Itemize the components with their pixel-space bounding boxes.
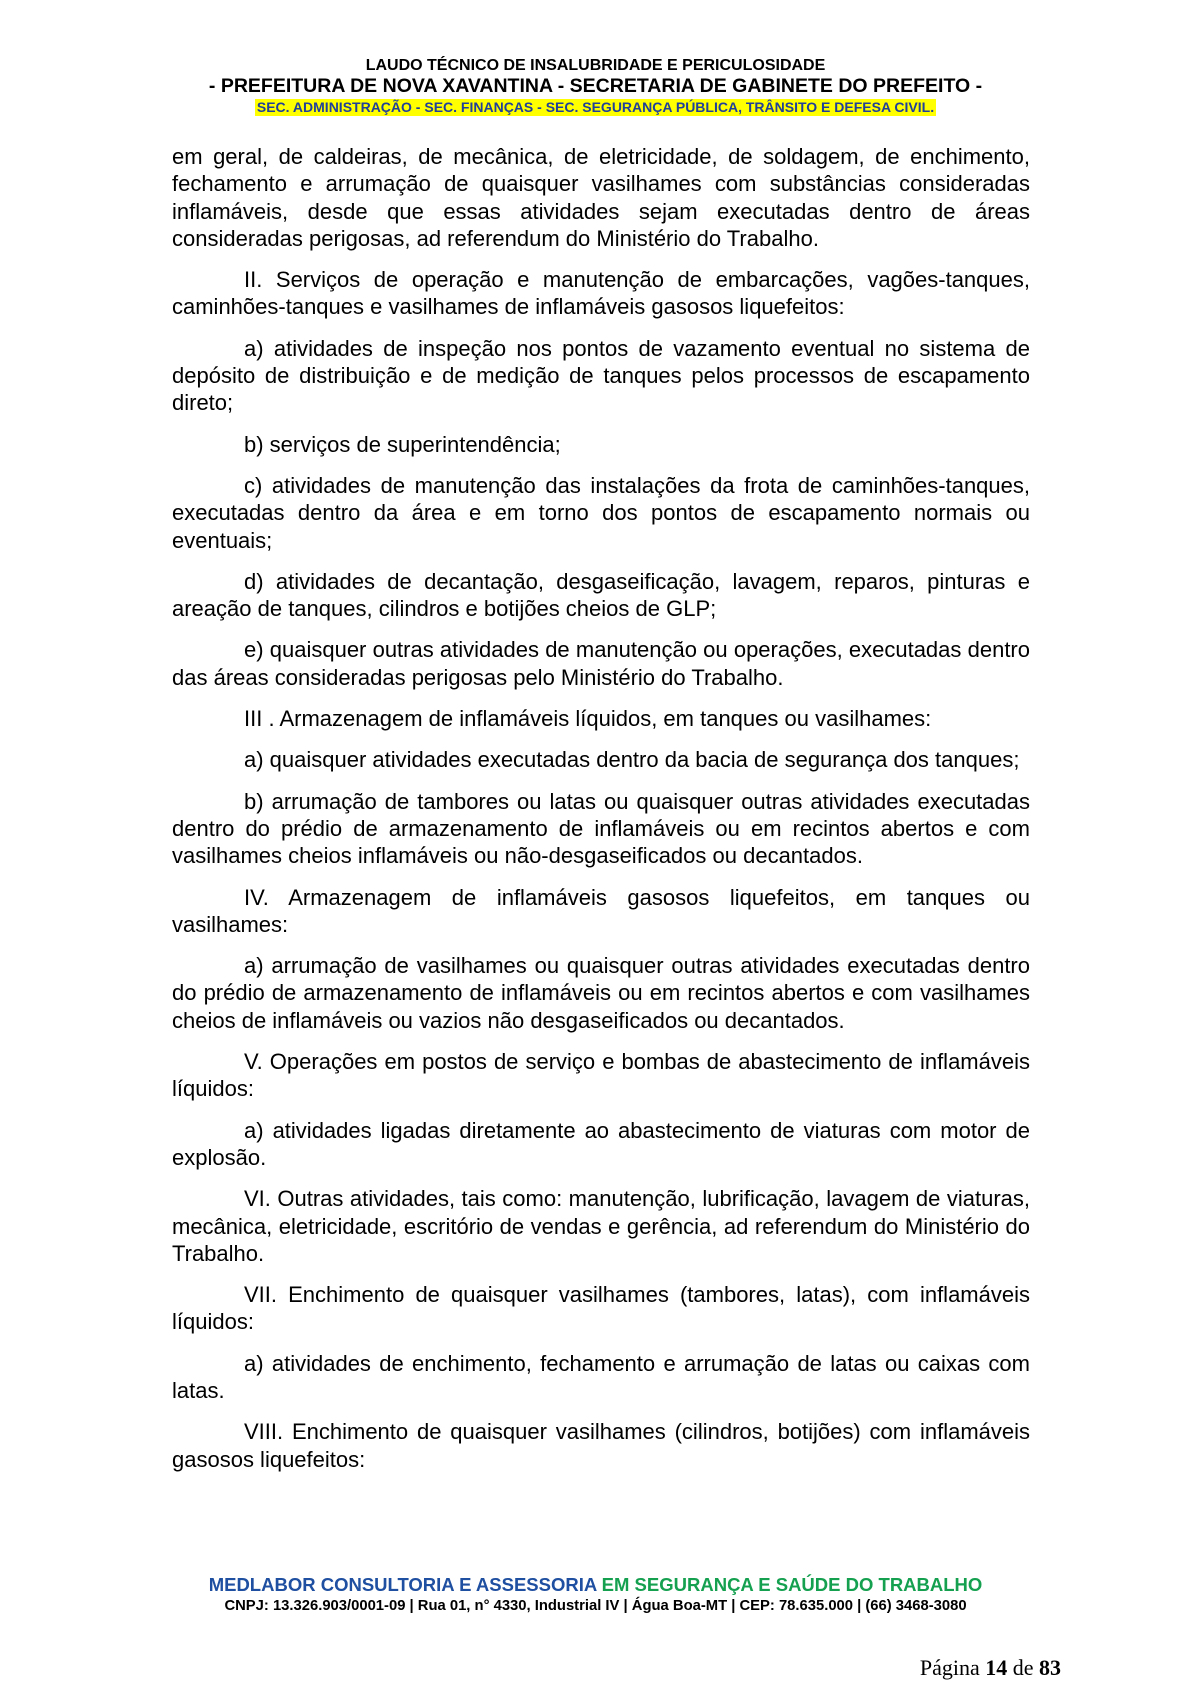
page-label: Página xyxy=(919,1655,980,1680)
document-footer xyxy=(0,1574,1191,1616)
company-contact: CNPJ: 13.326.903/0001-09 | Rua 01, n° 4330, Industrial IV | Água Boa-MT | CEP: 78.635.000 | (66) 3468-3080 xyxy=(224,1598,967,1614)
departments-highlight: SEC. ADMINISTRAÇÃO - SEC. FINANÇAS - SEC. SEGURANÇA PÚBLICA, TRÂNSITO E DEFESA CIVIL. xyxy=(256,99,935,115)
page-number xyxy=(920,1655,1061,1681)
paragraph: d) atividades de decantação, desgaseificação, lavagem, reparos, pinturas e areação de tanques, cilindros e botijões cheios de GLP; xyxy=(172,568,1030,622)
paragraph: a) atividades ligadas diretamente ao abastecimento de viaturas com motor de explosão. xyxy=(172,1117,1030,1170)
paragraph: IV. Armazenagem de inflamáveis gasosos liquefeitos, em tanques ou vasilhames: xyxy=(172,884,1030,937)
paragraph: b) serviços de superintendência; xyxy=(244,431,561,457)
paragraph: a) arrumação de vasilhames ou quaisquer outras atividades executadas dentro do prédio de armazenamento de inflamáveis ou em recintos abertos e com vasilhames cheios de inflamáveis ou vazios não desgaseificados ou decantados. xyxy=(172,953,1030,1033)
document-header xyxy=(0,56,1191,117)
paragraph: a) atividades de enchimento, fechamento e arrumação de latas ou caixas com latas. xyxy=(172,1350,1030,1403)
departments-line xyxy=(0,99,1191,117)
paragraph: VIII. Enchimento de quaisquer vasilhames (cilindros, botijões) com inflamáveis gasosos liquefeitos: xyxy=(172,1419,1030,1472)
paragraph: a) quaisquer atividades executadas dentro da bacia de segurança dos tanques; xyxy=(244,747,1020,773)
document-body xyxy=(172,143,1030,1487)
paragraph: e) quaisquer outras atividades de manutenção ou operações, executadas dentro das áreas consideradas perigosas pelo Ministério do Trabalho. xyxy=(172,637,1030,690)
paragraph: b) arrumação de tambores ou latas ou quaisquer outras atividades executadas dentro do prédio de armazenamento de inflamáveis ou em recintos abertos e com vasilhames cheios inflamáveis ou não-desgaseificados ou decantados. xyxy=(172,788,1030,869)
page-total: 83 xyxy=(1039,1655,1061,1680)
paragraph: VI. Outras atividades, tais como: manutenção, lubrificação, lavagem de viaturas, mecânica, eletricidade, escritório de vendas e gerência, ad referendum do Ministério do Trabalho. xyxy=(172,1186,1030,1266)
report-title: LAUDO TÉCNICO DE INSALUBRIDADE E PERICULOSIDADE xyxy=(365,57,826,74)
paragraph: V. Operações em postos de serviço e bombas de abastecimento de inflamáveis líquidos: xyxy=(172,1049,1030,1102)
paragraph: III . Armazenagem de inflamáveis líquidos, em tanques ou vasilhames: xyxy=(244,706,932,732)
company-name-green: EM SEGURANÇA E SAÚDE DO TRABALHO xyxy=(601,1574,983,1595)
paragraph: c) atividades de manutenção das instalações da frota de caminhões-tanques, executadas dentro da área e em torno dos pontos de escapamento normais ou eventuais; xyxy=(172,472,1030,553)
client-line: - PREFEITURA DE NOVA XAVANTINA - SECRETARIA DE GABINETE DO PREFEITO - xyxy=(208,75,983,97)
paragraph: VII. Enchimento de quaisquer vasilhames (tambores, latas), com inflamáveis líquidos: xyxy=(172,1282,1030,1335)
paragraph: em geral, de caldeiras, de mecânica, de eletricidade, de soldagem, de enchimento, fechamento e arrumação de quaisquer vasilhames com substâncias consideradas inflamáveis, desde que essas atividades sejam executadas dentro de áreas consideradas perigosas, ad referendum do Ministério do Trabalho. xyxy=(172,144,1030,251)
company-name-blue: MEDLABOR CONSULTORIA E ASSESSORIA xyxy=(208,1574,597,1595)
page-current: 14 xyxy=(985,1655,1008,1680)
paragraph: II. Serviços de operação e manutenção de embarcações, vagões-tanques, caminhões-tanques e vasilhames de inflamáveis gasosos liquefeitos: xyxy=(172,267,1030,320)
paragraph: a) atividades de inspeção nos pontos de vazamento eventual no sistema de depósito de distribuição e de medição de tanques pelos processos de escapamento direto; xyxy=(172,335,1030,416)
page-of: de xyxy=(1012,1655,1034,1680)
company-name xyxy=(0,1574,1191,1596)
